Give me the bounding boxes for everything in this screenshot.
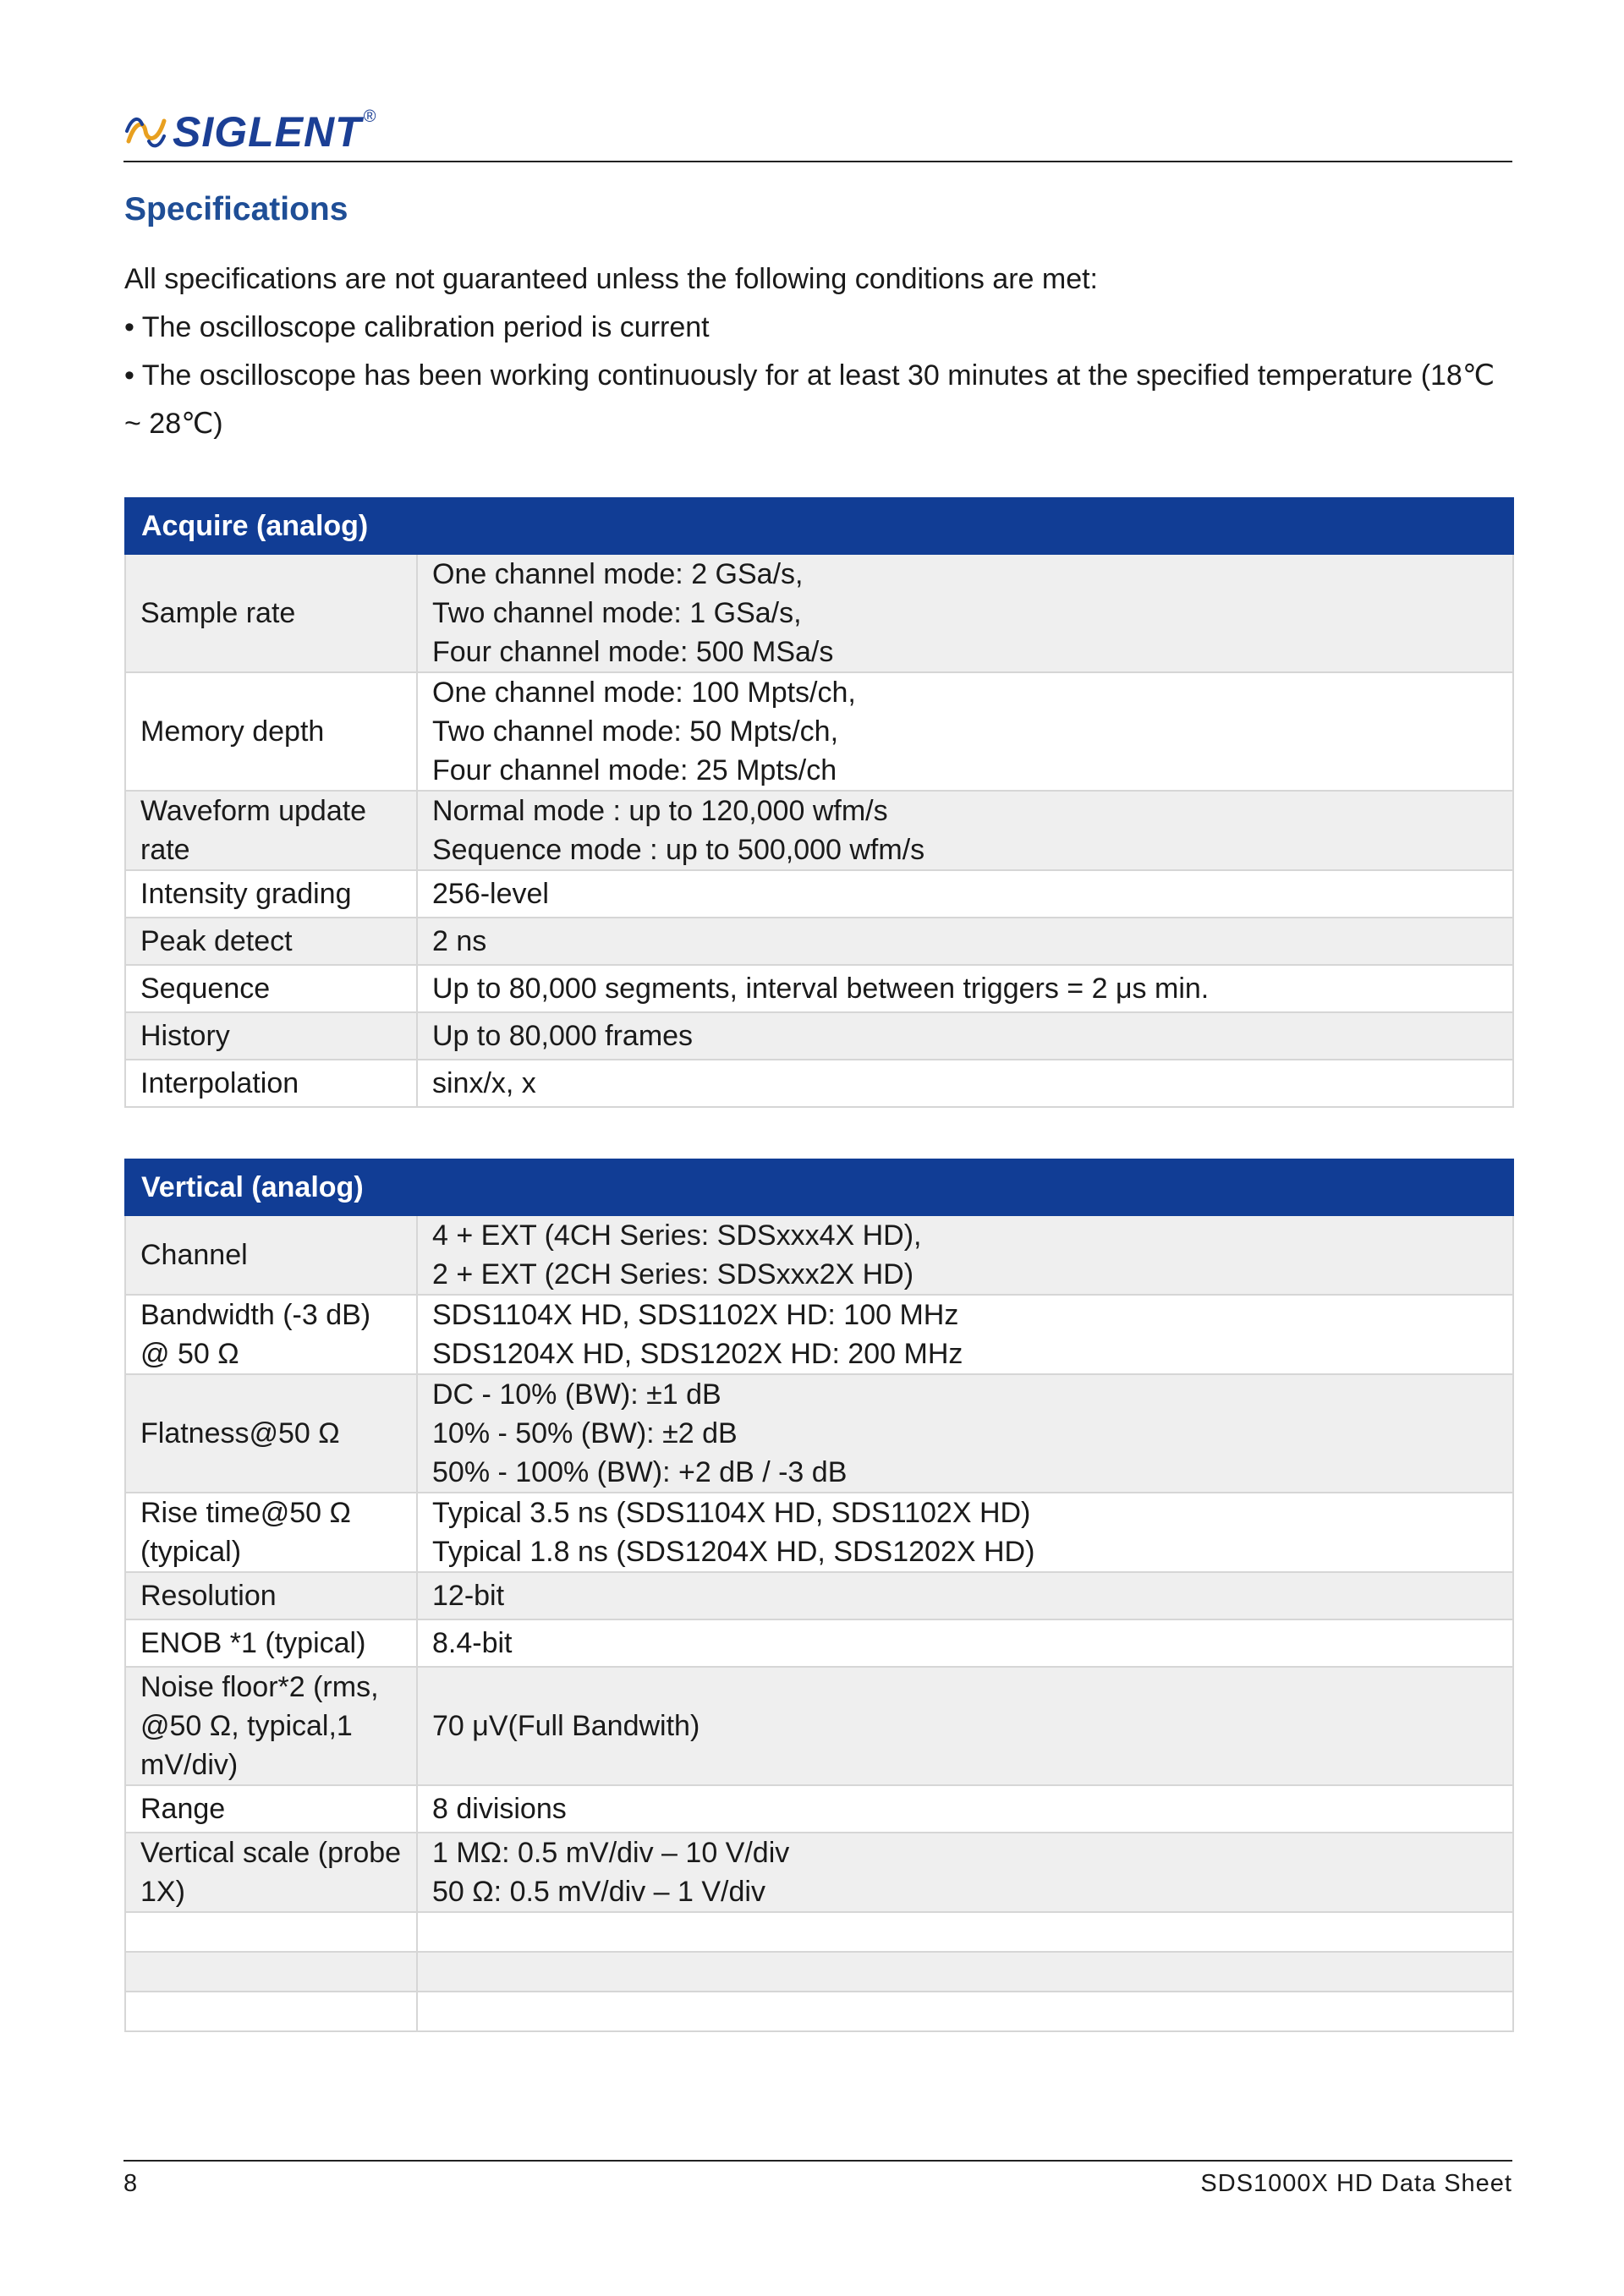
spec-label: Waveform update rate [125, 791, 417, 870]
table-row [125, 1572, 1513, 1619]
spec-value [417, 1833, 1513, 1912]
spec-value-line: 50% - 100% (BW): +2 dB / -3 dB [432, 1456, 848, 1488]
spec-value-line: 50 Ω: 0.5 mV/div – 1 V/div [432, 1876, 765, 1908]
spec-label [125, 1912, 417, 1952]
spec-value-line: 8 divisions [432, 1793, 567, 1825]
spec-label [125, 1992, 417, 2031]
spec-value [417, 1785, 1513, 1833]
spec-label: Resolution [125, 1572, 417, 1619]
siglent-wave-icon [123, 112, 167, 151]
spec-value [417, 1992, 1513, 2031]
spec-label: History [125, 1012, 417, 1060]
table-body [125, 1215, 1513, 2031]
spec-value [417, 1619, 1513, 1667]
spec-value-line: 8.4-bit [432, 1627, 513, 1659]
spec-value-line: Four channel mode: 500 MSa/s [432, 636, 834, 668]
page-title: Specifications [124, 191, 348, 227]
intro-line: All specifications are not guaranteed unless the following conditions are met: [124, 263, 1099, 295]
spec-label: Bandwidth (-3 dB) @ 50 Ω [125, 1295, 417, 1374]
spec-value [417, 1012, 1513, 1060]
spec-label: Sample rate [125, 554, 417, 672]
spec-value-line: 2 + EXT (2CH Series: SDSxxx2X HD) [432, 1258, 914, 1290]
registered-mark: ® [363, 107, 376, 126]
page-header [123, 100, 1512, 162]
intro-bullet: • The oscilloscope calibration period is current [124, 311, 710, 343]
spec-value [417, 1374, 1513, 1493]
spec-label: Channel [125, 1215, 417, 1295]
table-header: Acquire (analog) [125, 498, 1513, 554]
spec-value [417, 1295, 1513, 1374]
table-row [125, 965, 1513, 1012]
spec-value [417, 791, 1513, 870]
table-row [125, 672, 1513, 791]
table-row [125, 1012, 1513, 1060]
spec-value-line: SDS1104X HD, SDS1102X HD: 100 MHz [432, 1299, 959, 1331]
spec-label: Noise floor*2 (rms, @50 Ω, typical,1 mV/div) [125, 1667, 417, 1785]
spec-value-line: SDS1204X HD, SDS1202X HD: 200 MHz [432, 1338, 963, 1370]
table-row [125, 554, 1513, 672]
spec-value [417, 1060, 1513, 1107]
spec-value [417, 1493, 1513, 1572]
page-footer [123, 2160, 1512, 2197]
spec-label: ENOB *1 (typical) [125, 1619, 417, 1667]
table-row [125, 918, 1513, 965]
spec-value-line: One channel mode: 2 GSa/s, [432, 558, 804, 590]
siglent-logo [123, 107, 376, 157]
spec-label: Sequence [125, 965, 417, 1012]
spec-label: Flatness@50 Ω [125, 1374, 417, 1493]
spec-value-line: sinx/x, x [432, 1067, 536, 1099]
table-row [125, 1992, 1513, 2031]
spec-label: Peak detect [125, 918, 417, 965]
logo-wordmark: SIGLENT [173, 108, 362, 156]
table-row [125, 1912, 1513, 1952]
spec-value [417, 918, 1513, 965]
spec-value-line: 1 MΩ: 0.5 mV/div – 10 V/div [432, 1837, 790, 1869]
spec-value [417, 554, 1513, 672]
spec-value [417, 672, 1513, 791]
spec-value-line: 4 + EXT (4CH Series: SDSxxx4X HD), [432, 1219, 922, 1252]
table-row [125, 1374, 1513, 1493]
spec-label: Range [125, 1785, 417, 1833]
acquire-spec-table [124, 497, 1514, 1108]
spec-value-line: 12-bit [432, 1580, 505, 1612]
spec-value-line: 256-level [432, 878, 549, 910]
spec-value-line: Normal mode : up to 120,000 wfm/s [432, 795, 888, 827]
spec-value-line: Four channel mode: 25 Mpts/ch [432, 754, 837, 786]
spec-label: Memory depth [125, 672, 417, 791]
spec-label: Vertical scale (probe 1X) [125, 1833, 417, 1912]
document-title: SDS1000X HD Data Sheet [1200, 2170, 1512, 2197]
table-header: Vertical (analog) [125, 1159, 1513, 1215]
spec-value-line: Two channel mode: 1 GSa/s, [432, 597, 802, 629]
table-row [125, 1833, 1513, 1912]
table-body [125, 554, 1513, 1107]
spec-value-line: One channel mode: 100 Mpts/ch, [432, 677, 856, 709]
table-row [125, 1785, 1513, 1833]
spec-value [417, 965, 1513, 1012]
spec-label: Intensity grading [125, 870, 417, 918]
intro-bullet: • The oscilloscope has been working continuously for at least 30 minutes at the specified temperature (18℃ ~ 28℃) [124, 359, 1495, 440]
spec-value-line: Up to 80,000 frames [432, 1020, 694, 1052]
spec-value-line: 10% - 50% (BW): ±2 dB [432, 1417, 738, 1449]
table-row [125, 1060, 1513, 1107]
table-row [125, 870, 1513, 918]
spec-label [125, 1952, 417, 1992]
spec-value [417, 1912, 1513, 1952]
table-row [125, 1667, 1513, 1785]
spec-value [417, 1572, 1513, 1619]
intro-text [124, 255, 1516, 448]
spec-value-line: DC - 10% (BW): ±1 dB [432, 1378, 721, 1411]
spec-value [417, 870, 1513, 918]
table-row [125, 1952, 1513, 1992]
spec-value-line: 2 ns [432, 925, 487, 957]
table-row [125, 791, 1513, 870]
spec-value [417, 1952, 1513, 1992]
spec-value [417, 1215, 1513, 1295]
table-row [125, 1619, 1513, 1667]
spec-value-line: Typical 3.5 ns (SDS1104X HD, SDS1102X HD) [432, 1497, 1031, 1529]
spec-label: Rise time@50 Ω (typical) [125, 1493, 417, 1572]
vertical-spec-table [124, 1159, 1514, 2032]
spec-label: Interpolation [125, 1060, 417, 1107]
spec-value-line: Two channel mode: 50 Mpts/ch, [432, 715, 839, 748]
table-row [125, 1493, 1513, 1572]
table-row [125, 1295, 1513, 1374]
page-number: 8 [123, 2170, 138, 2197]
spec-value-line: Typical 1.8 ns (SDS1204X HD, SDS1202X HD) [432, 1536, 1035, 1568]
spec-value-line: Sequence mode : up to 500,000 wfm/s [432, 834, 925, 866]
spec-value-line: 70 μV(Full Bandwith) [432, 1710, 700, 1742]
spec-value-line: Up to 80,000 segments, interval between triggers = 2 μs min. [432, 973, 1210, 1005]
spec-value [417, 1667, 1513, 1785]
table-row [125, 1215, 1513, 1295]
